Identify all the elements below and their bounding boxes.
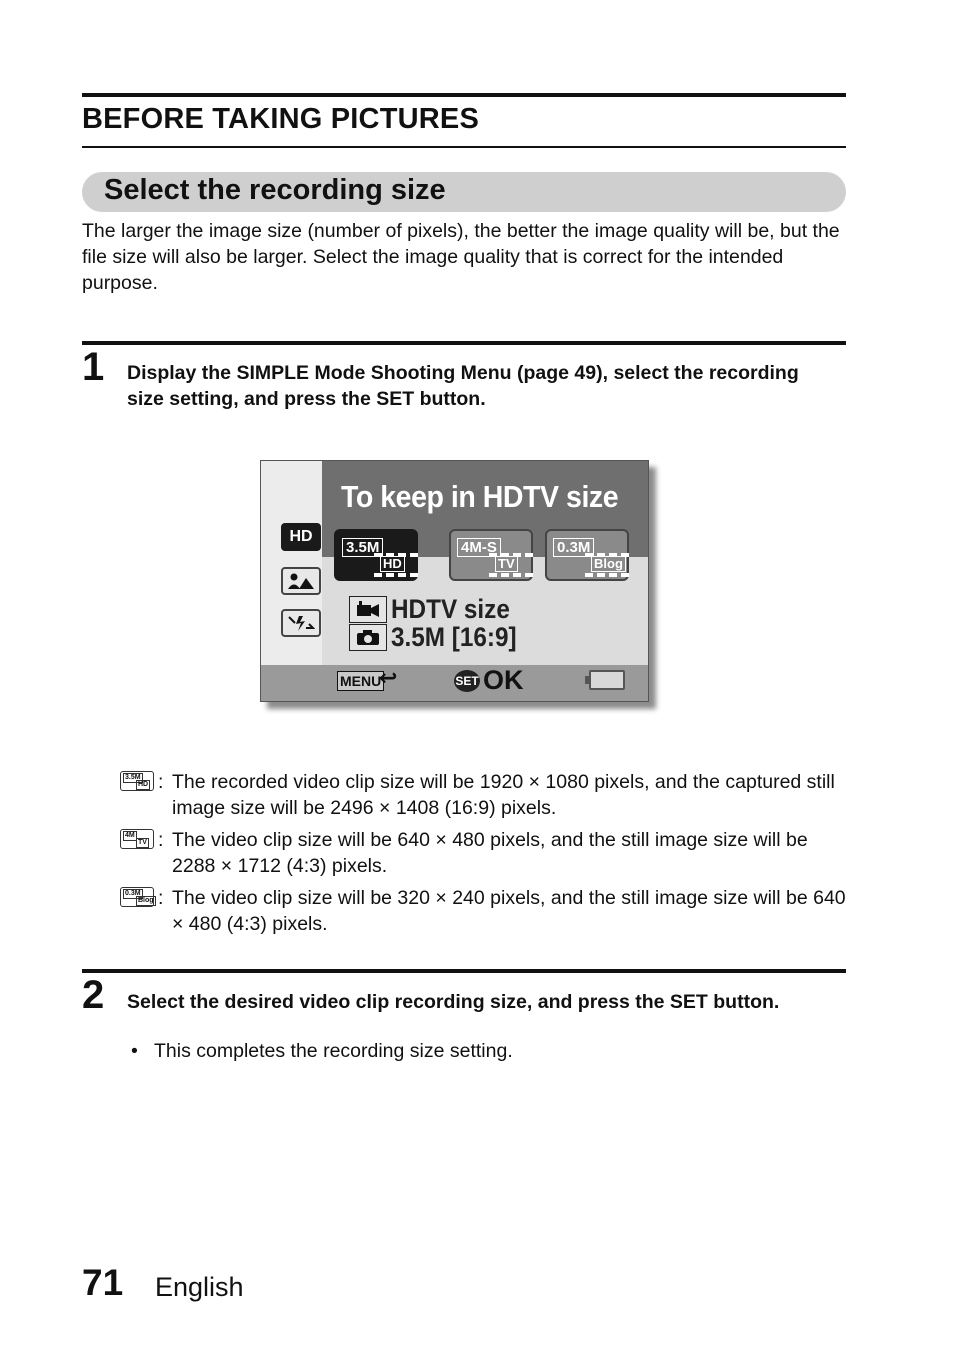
subheading: Select the recording size: [104, 174, 446, 206]
hd-icon: HD: [289, 528, 313, 545]
page-number: 71: [82, 1262, 124, 1303]
size-option-film-label: HD: [380, 556, 405, 572]
camera-screen: [260, 460, 649, 702]
header-top-rule: [82, 93, 846, 97]
header-bottom-rule: [82, 146, 846, 148]
option-description-hd: [120, 769, 850, 825]
still-camera-icon: [349, 624, 387, 651]
size-option-film-label: TV: [495, 556, 518, 572]
option-description-tv: [120, 827, 850, 883]
hd-mode-button[interactable]: [281, 523, 321, 551]
icon-film-label: TV: [138, 839, 147, 846]
still-size-label: 3.5M [16:9]: [391, 621, 517, 652]
icon-top-label: 4M: [125, 832, 135, 839]
size-hd-icon: [120, 771, 154, 791]
video-size-row: [349, 595, 523, 623]
option-text: The recorded video clip size will be 1920 × 1080 pixels, and the captured still image size will be 2496 × 1408 (16:9) pixels.: [172, 771, 835, 819]
size-option-hd[interactable]: [334, 529, 418, 581]
step-2-text: Select the desired video clip recording size, and press the SET button.: [127, 991, 780, 1013]
option-colon: :: [158, 771, 164, 793]
bullet-mark: •: [131, 1040, 138, 1062]
option-text: The video clip size will be 640 × 480 pixels, and the still image size will be 2288 × 1712 (4:3) pixels.: [172, 829, 808, 877]
size-option-film-label: Blog: [591, 556, 626, 572]
scene-portrait-landscape-icon: [287, 572, 315, 590]
set-key[interactable]: SET: [454, 670, 480, 692]
scene-mode-button[interactable]: [281, 567, 321, 595]
step-1-text: Display the SIMPLE Mode Shooting Menu (page 49), select the recording size setting, and press the SET button.: [127, 362, 799, 410]
size-option-blog[interactable]: [545, 529, 629, 581]
icon-top-label: 0.3M: [125, 890, 141, 897]
screen-title: To keep in HDTV size: [341, 479, 619, 514]
step-2-number: 2: [82, 973, 105, 1017]
flash-icon: [287, 614, 315, 632]
icon-top-label: 3.5M: [125, 774, 141, 781]
size-option-label: 4M-S: [457, 538, 501, 557]
step-1-rule: [82, 341, 846, 345]
video-size-label: HDTV size: [391, 593, 510, 624]
page-language: English: [155, 1272, 244, 1302]
size-option-label: 0.3M: [553, 538, 594, 557]
ok-label: OK: [483, 665, 524, 695]
step-1-number: 1: [82, 345, 105, 389]
step-2-bullet: [131, 1040, 513, 1063]
option-description-blog: [120, 885, 850, 941]
subheading-banner: [82, 172, 846, 212]
flash-mode-button[interactable]: [281, 609, 321, 637]
size-option-tv[interactable]: [449, 529, 533, 581]
menu-key[interactable]: MENU: [337, 671, 384, 691]
option-colon: :: [158, 887, 164, 909]
intro-paragraph: The larger the image size (number of pixels), the better the image quality will be, but the file size will also be larger. Select the image quality that is correct for the intended purpose.: [82, 220, 840, 294]
size-tv-icon: [120, 829, 154, 849]
return-arrow-icon: ↩: [379, 665, 398, 690]
size-option-label: 3.5M: [342, 538, 383, 557]
icon-film-label: HD: [138, 781, 149, 788]
step-2-rule: [82, 969, 846, 973]
step-2-bullet-text: This completes the recording size setting.: [154, 1040, 513, 1062]
option-text: The video clip size will be 320 × 240 pixels, and the still image size will be 640 × 480 (4:3) pixels.: [172, 887, 846, 935]
section-title: BEFORE TAKING PICTURES: [82, 103, 479, 135]
still-size-row: [349, 623, 531, 651]
icon-film-label: Blog: [138, 897, 154, 904]
video-camera-icon: [349, 596, 387, 623]
size-blog-icon: [120, 887, 154, 907]
battery-icon: [589, 670, 625, 690]
option-colon: :: [158, 829, 164, 851]
